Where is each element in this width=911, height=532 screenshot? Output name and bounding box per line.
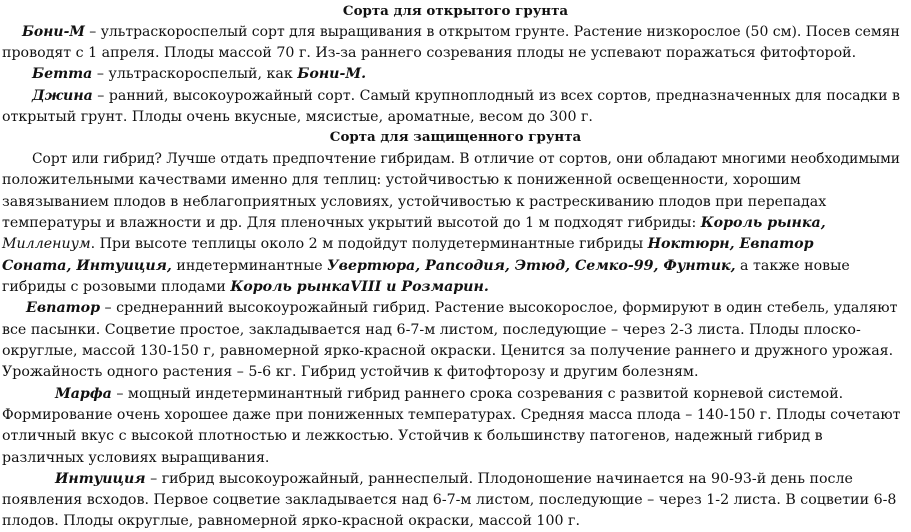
variety-name-betta: Бетта xyxy=(32,66,93,82)
variety-name-boni: Бони-М xyxy=(22,24,85,40)
intro-line-2: положительными качествами именно для теплиц: устойчивостью к пониженной освещенности, хорошим xyxy=(2,172,801,188)
evpator-text-1: – среднеранний высокоурожайный гибрид. Растение высокорослое, формируют в один стебель, удаляют xyxy=(100,300,898,316)
variety-name-dzhina: Джина xyxy=(32,88,93,104)
intro-text-7: гибриды с розовыми плодами xyxy=(2,279,231,295)
variety-name-evpator: Евпатор xyxy=(26,300,101,316)
intro-text-6b: а также новые xyxy=(735,258,850,274)
intuiciya-line-3: плодов. Плоды округлые, равномерной ярко-красной окраски, массой 100 г. xyxy=(2,513,580,529)
intro-line-4 xyxy=(2,213,826,234)
marfa-line-3: отличный вкус с высокой плотностью и лежкостью. Устойчив к большинству патогенов, надежный гибрид в xyxy=(2,428,823,444)
boni-line-1 xyxy=(22,22,900,43)
hybrid-indeterminant-list: Увертюра, Рапсодия, Этюд, Семко-99, Фунтик, xyxy=(327,258,736,274)
marfa-line-1 xyxy=(55,384,843,405)
evpator-line-2: все пасынки. Соцветие простое, закладывается над 6-7-м листом, последующие – через 2-3 листа. Плоды плоско- xyxy=(2,322,861,338)
marfa-line-2: Формирование очень хорошее даже при пониженных температурах. Средняя масса плода – 140-150 г. Плоды сочетают xyxy=(2,407,901,423)
intro-line-3: завязыванием плодов в неблагоприятных условиях, устойчивостью к растрескиванию плодов при перепадах xyxy=(2,194,827,210)
boni-line-2: проводят с 1 апреля. Плоды массой 70 г. Из-за раннего созревания плоды не успевают поражаться фитофторой. xyxy=(2,45,857,61)
evpator-line-1 xyxy=(26,298,897,319)
intro-line-5 xyxy=(2,234,814,255)
betta-line xyxy=(32,64,366,85)
variety-name-intuiciya: Интуиция xyxy=(55,471,146,487)
intuiciya-line-1 xyxy=(55,469,853,490)
intro-line-1: Сорт или гибрид? Лучше отдать предпочтение гибридам. В отличие от сортов, они обладают многими необходимыми xyxy=(32,151,900,167)
betta-ref: Бони-М. xyxy=(297,66,367,82)
hybrid-nokturn-evpator: Ноктюрн, Евпатор xyxy=(647,236,814,252)
hybrid-korol-rynka: Король рынка, xyxy=(700,215,826,231)
betta-text: – ультраскороспелый, как xyxy=(92,66,298,82)
dzhina-line-1 xyxy=(32,86,900,107)
dzhina-line-2: открытый грунт. Плоды очень вкусные, мясистые, ароматные, весом до 300 г. xyxy=(2,109,593,125)
boni-text-1: – ультраскороспелый сорт для выращивания в открытом грунте. Растение низкорослое (50 см). Посев семян xyxy=(84,24,900,40)
marfa-line-4: различных условиях выращивания. xyxy=(2,450,270,466)
intuiciya-line-2: появления всходов. Первое соцветие закладывается над 6-7-м листом, последующие – через 1-2 листа. В соцветии 6-8 xyxy=(2,492,897,508)
heading-open-ground: Сорта для открытого грунта xyxy=(342,3,569,19)
hybrid-millenium: Миллениум xyxy=(2,236,91,252)
intro-text-6: индетерминантные xyxy=(171,258,328,274)
hybrid-pink-list: Король рынкаVIII и Розмарин. xyxy=(230,279,489,295)
intro-line-7 xyxy=(2,277,489,298)
intro-text-5: . При высоте теплицы около 2 м подойдут полудетерминантные гибриды xyxy=(90,236,648,252)
dzhina-text-1: – ранний, высокоурожайный сорт. Самый крупноплодный из всех сортов, предназначенных для посадки в xyxy=(92,88,901,104)
intuiciya-text-1: – гибрид высокоурожайный, раннеспелый. Плодоношение начинается на 90-93-й день после xyxy=(145,471,853,487)
intro-line-6 xyxy=(2,256,850,277)
heading-protected-ground: Сорта для защищенного грунта xyxy=(329,129,582,145)
hybrid-sonata-intuiciya: Соната, Интуиция, xyxy=(2,258,172,274)
evpator-line-4: Урожайность одного растения – 5-6 кг. Гибрид устойчив к фитофторозу и другим болезням. xyxy=(2,364,699,380)
variety-name-marfa: Марфа xyxy=(55,386,112,402)
evpator-line-3: округлые, массой 130-150 г, равномерной ярко-красной окраски. Ценится за получение раннего и дружного урожая. xyxy=(2,343,894,359)
intro-text-4: температуры и влажности и др. Для пленочных укрытий высотой до 1 м подходят гибриды: xyxy=(2,215,701,231)
marfa-text-1: – мощный индетерминантный гибрид раннего срока созревания с развитой корневой системой. xyxy=(111,386,844,402)
